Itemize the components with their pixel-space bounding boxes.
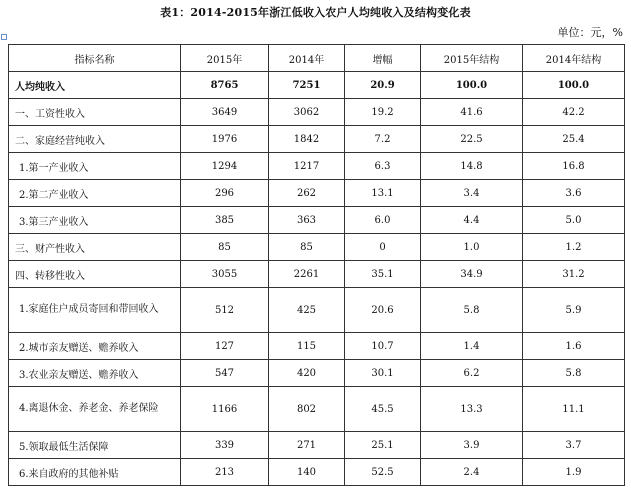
cell-2014: 1842 — [269, 126, 345, 153]
row-name: 二、家庭经营纯收入 — [9, 126, 181, 153]
cell-growth: 0 — [345, 234, 421, 261]
cell-2015: 1166 — [181, 387, 269, 432]
cell-2014: 363 — [269, 207, 345, 234]
cell-2015: 512 — [181, 288, 269, 333]
cell-growth: 7.2 — [345, 126, 421, 153]
cell-s2015: 22.5 — [421, 126, 523, 153]
cell-2015: 85 — [181, 234, 269, 261]
table-title: 表1：2014-2015年浙江低收入农户人均纯收入及结构变化表 — [160, 6, 471, 19]
cell-s2015: 4.4 — [421, 207, 523, 234]
header-cell: 2014年结构 — [523, 45, 625, 72]
cell-2014: 1217 — [269, 153, 345, 180]
row-name-text: 1.家庭住户成员寄回和带回收入 — [19, 304, 159, 315]
cell-s2015: 2.4 — [421, 459, 523, 486]
row-name: 6.来自政府的其他补贴 — [9, 459, 181, 486]
cell-s2014: 1.6 — [523, 333, 625, 360]
cell-2015: 339 — [181, 432, 269, 459]
table-row — [9, 333, 625, 360]
cell-growth: 13.1 — [345, 180, 421, 207]
cell-s2015: 34.9 — [421, 261, 523, 288]
table-row — [9, 126, 625, 153]
cell-s2015: 13.3 — [421, 387, 523, 432]
cell-2015: 1294 — [181, 153, 269, 180]
cell-growth: 6.3 — [345, 153, 421, 180]
cell-s2014: 1.9 — [523, 459, 625, 486]
table-row — [9, 387, 625, 432]
table-row — [9, 180, 625, 207]
row-name-text: 4.离退休金、养老金、养老保险 — [19, 403, 159, 414]
table-row — [9, 207, 625, 234]
row-name: 5.领取最低生活保障 — [9, 432, 181, 459]
cell-2015: 3649 — [181, 99, 269, 126]
cell-2014: 802 — [269, 387, 345, 432]
row-name: 1.第一产业收入 — [9, 153, 181, 180]
cell-growth: 10.7 — [345, 333, 421, 360]
cell-s2014: 11.1 — [523, 387, 625, 432]
income-table — [8, 44, 625, 486]
cell-s2014: 42.2 — [523, 99, 625, 126]
unit-label: 单位：元，% — [557, 26, 623, 39]
cell-s2014: 5.9 — [523, 288, 625, 333]
cell-s2014: 3.7 — [523, 432, 625, 459]
cell-s2014: 1.2 — [523, 234, 625, 261]
cell-2014: 2261 — [269, 261, 345, 288]
row-name: 人均纯收入 — [9, 72, 181, 99]
table-row — [9, 261, 625, 288]
table-row — [9, 234, 625, 261]
table-row — [9, 153, 625, 180]
row-name: 2.第二产业收入 — [9, 180, 181, 207]
row-name: 四、转移性收入 — [9, 261, 181, 288]
row-name: 三、财产性收入 — [9, 234, 181, 261]
cell-growth: 45.5 — [345, 387, 421, 432]
header-cell: 指标名称 — [9, 45, 181, 72]
row-name: 2.城市亲友赠送、赡养收入 — [9, 333, 181, 360]
cell-2014: 3062 — [269, 99, 345, 126]
row-name: 一、工资性收入 — [9, 99, 181, 126]
cell-growth: 35.1 — [345, 261, 421, 288]
cell-growth: 30.1 — [345, 360, 421, 387]
cell-growth: 20.6 — [345, 288, 421, 333]
cell-2015: 547 — [181, 360, 269, 387]
cell-growth: 52.5 — [345, 459, 421, 486]
cell-s2014: 16.8 — [523, 153, 625, 180]
cell-2014: 140 — [269, 459, 345, 486]
table-row — [9, 360, 625, 387]
cell-s2015: 6.2 — [421, 360, 523, 387]
cell-s2014: 25.4 — [523, 126, 625, 153]
cell-2014: 425 — [269, 288, 345, 333]
row-name — [9, 387, 181, 432]
row-name: 3.第三产业收入 — [9, 207, 181, 234]
cell-2015: 8765 — [181, 72, 269, 99]
cell-growth: 25.1 — [345, 432, 421, 459]
cell-s2014: 31.2 — [523, 261, 625, 288]
cell-2015: 1976 — [181, 126, 269, 153]
cell-s2014: 5.0 — [523, 207, 625, 234]
cell-growth: 6.0 — [345, 207, 421, 234]
row-name: 3.农业亲友赠送、赡养收入 — [9, 360, 181, 387]
table-row — [9, 432, 625, 459]
header-cell: 2015年结构 — [421, 45, 523, 72]
cell-2015: 296 — [181, 180, 269, 207]
cell-s2015: 5.8 — [421, 288, 523, 333]
cell-2014: 262 — [269, 180, 345, 207]
cell-2014: 420 — [269, 360, 345, 387]
table-row — [9, 459, 625, 486]
cell-2014: 115 — [269, 333, 345, 360]
cell-s2015: 41.6 — [421, 99, 523, 126]
cell-2015: 127 — [181, 333, 269, 360]
cell-growth: 20.9 — [345, 72, 421, 99]
cell-s2014: 100.0 — [523, 72, 625, 99]
cell-2014: 85 — [269, 234, 345, 261]
header-cell: 2014年 — [269, 45, 345, 72]
table-row — [9, 288, 625, 333]
cell-s2015: 3.4 — [421, 180, 523, 207]
cell-s2014: 3.6 — [523, 180, 625, 207]
cell-2014: 7251 — [269, 72, 345, 99]
cell-s2015: 14.8 — [421, 153, 523, 180]
header-cell: 增幅 — [345, 45, 421, 72]
cell-2014: 271 — [269, 432, 345, 459]
row-name — [9, 288, 181, 333]
cell-growth: 19.2 — [345, 99, 421, 126]
cell-s2015: 100.0 — [421, 72, 523, 99]
cell-s2015: 1.0 — [421, 234, 523, 261]
cell-2015: 385 — [181, 207, 269, 234]
header-row — [9, 45, 625, 72]
header-cell: 2015年 — [181, 45, 269, 72]
cell-s2014: 5.8 — [523, 360, 625, 387]
table-row — [9, 72, 625, 99]
cell-s2015: 3.9 — [421, 432, 523, 459]
cell-s2015: 1.4 — [421, 333, 523, 360]
cell-2015: 3055 — [181, 261, 269, 288]
table-row — [9, 99, 625, 126]
cell-2015: 213 — [181, 459, 269, 486]
table-anchor-icon[interactable] — [1, 34, 7, 40]
